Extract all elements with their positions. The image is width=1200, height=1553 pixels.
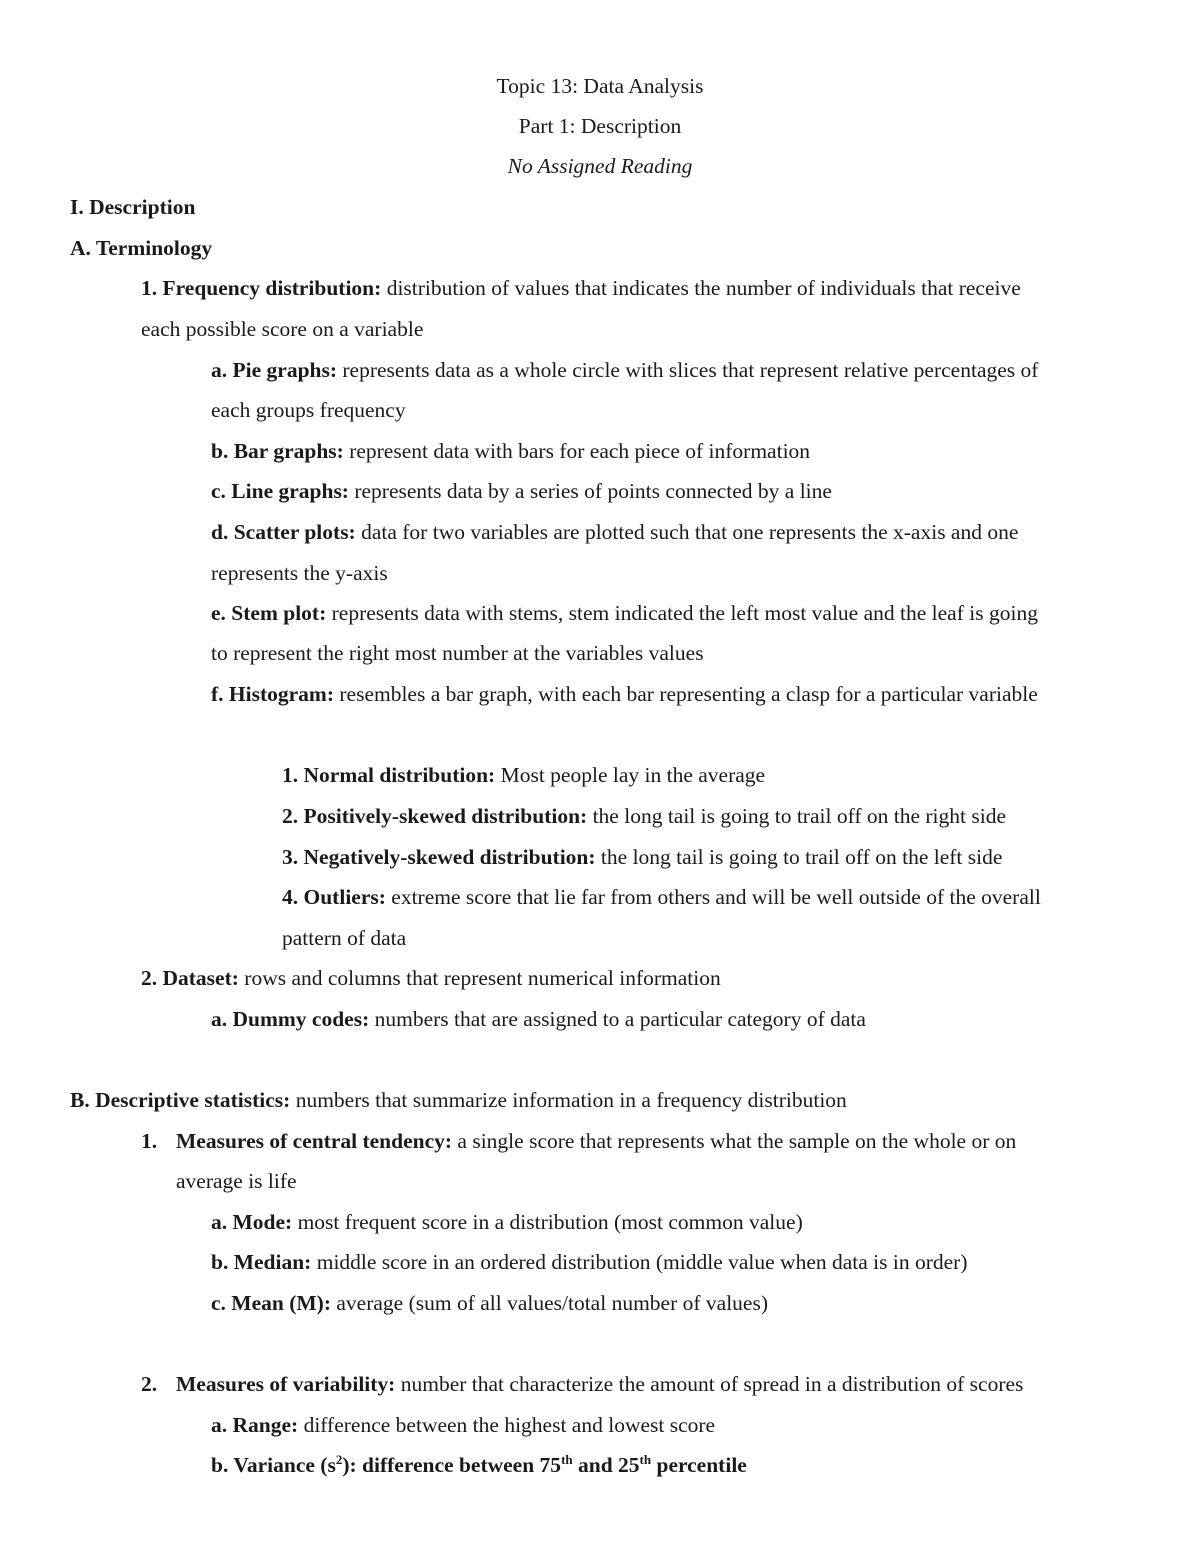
range-term: a. Range: [211,1413,299,1437]
stem-plot-def: represents data with stems, stem indicated the left most value and the leaf is going [326,601,1038,625]
histogram-term: f. Histogram: [211,682,334,706]
pie-graphs-term: a. Pie graphs: [211,358,338,382]
histogram-def: resembles a bar graph, with each bar representing a clasp for a particular variable [334,682,1038,706]
mode-item [211,1208,803,1236]
scatter-plots-item [211,518,1018,546]
variance-superscript-th-1: th [561,1451,573,1467]
bar-graphs-def: represent data with bars for each piece of information [343,439,811,463]
dataset-def: rows and columns that represent numerical information [238,966,721,990]
variance-item [211,1451,747,1479]
pos-skew-def: the long tail is going to trail off on the right side [587,804,1007,828]
dummy-codes-item [211,1005,866,1033]
median-term: b. Median: [211,1250,312,1274]
stem-plot-def-cont: to represent the right most number at the variables values [211,641,704,665]
central-tendency-def-cont: average is life [176,1169,297,1193]
variance-superscript-th-2: th [639,1451,652,1467]
mode-term: a. Mode: [211,1210,293,1234]
range-def: difference between the highest and lowest score [298,1413,716,1437]
median-def: middle score in an ordered distribution (middle value when data is in order) [311,1250,968,1274]
normal-dist-def: Most people lay in the average [495,763,766,787]
variability-def: number that characterize the amount of spread in a distribution of scores [395,1372,1024,1396]
freq-dist-term: 1. Frequency distribution: [141,276,382,300]
freq-dist-def-cont: each possible score on a variable [141,317,424,341]
descriptive-stats-item [70,1086,847,1114]
neg-skew-item [282,843,1002,871]
freq-dist-item [141,274,1021,302]
line-graphs-term: c. Line graphs: [211,479,349,503]
mean-term: c. Mean (M): [211,1291,331,1315]
variance-text-1: b. Variance (s [211,1453,336,1477]
document-title: Topic 13: Data Analysis [496,74,704,98]
dataset-term: 2. Dataset: [141,966,239,990]
neg-skew-def: the long tail is going to trail off on the left side [595,845,1003,869]
normal-dist-term: 1. Normal distribution: [282,763,496,787]
dummy-codes-term: a. Dummy codes: [211,1007,370,1031]
scatter-plots-def-cont: represents the y-axis [211,561,388,585]
descriptive-stats-def: numbers that summarize information in a frequency distribution [290,1088,847,1112]
variance-text-4: percentile [651,1453,747,1477]
histogram-item [211,680,1038,708]
pos-skew-item [282,802,1006,830]
outliers-term: 4. Outliers: [282,885,386,909]
normal-dist-item [282,761,765,789]
outliers-def-cont: pattern of data [282,926,407,950]
assigned-reading-note: No Assigned Reading [507,154,693,178]
central-tendency-term: Measures of central tendency: [176,1129,453,1153]
pos-skew-term: 2. Positively-skewed distribution: [282,804,588,828]
range-item [211,1411,715,1439]
document-part: Part 1: Description [518,114,682,138]
freq-dist-def: distribution of values that indicates the number of individuals that receive [381,276,1021,300]
line-graphs-def: represents data by a series of points connected by a line [348,479,832,503]
central-tendency-def: a single score that represents what the sample on the whole or on [452,1129,1017,1153]
mean-def: average (sum of all values/total number of values) [330,1291,768,1315]
scatter-plots-term: d. Scatter plots: [211,520,356,544]
section-i-heading: I. Description [70,195,196,219]
scatter-plots-def: data for two variables are plotted such that one represents the x-axis and one [355,520,1019,544]
stem-plot-item [211,599,1038,627]
variability-term: Measures of variability: [176,1372,396,1396]
variance-text-3: and 25 [572,1453,640,1477]
pie-graphs-def: represents data as a whole circle with slices that represent relative percentages of [337,358,1039,382]
stem-plot-term: e. Stem plot: [211,601,327,625]
mean-item [211,1289,768,1317]
dummy-codes-def: numbers that are assigned to a particular category of data [369,1007,866,1031]
bar-graphs-item [211,437,810,465]
descriptive-stats-term: B. Descriptive statistics: [70,1088,291,1112]
pie-graphs-def-cont: each groups frequency [211,398,406,422]
outliers-item [282,883,1041,911]
bar-graphs-term: b. Bar graphs: [211,439,344,463]
line-graphs-item [211,477,832,505]
dataset-item [141,964,721,992]
variability-number: 2. [141,1372,158,1396]
central-tendency-item [141,1127,1016,1155]
variance-superscript-2: 2 [335,1451,343,1467]
section-a-heading: A. Terminology [70,236,213,260]
pie-graphs-item [211,356,1038,384]
variance-text-2: ): difference between 75 [342,1453,562,1477]
outliers-def: extreme score that lie far from others and will be well outside of the overall [385,885,1041,909]
neg-skew-term: 3. Negatively-skewed distribution: [282,845,596,869]
median-item [211,1248,968,1276]
variability-item [141,1370,1023,1398]
central-tendency-number: 1. [141,1129,158,1153]
mode-def: most frequent score in a distribution (most common value) [292,1210,803,1234]
